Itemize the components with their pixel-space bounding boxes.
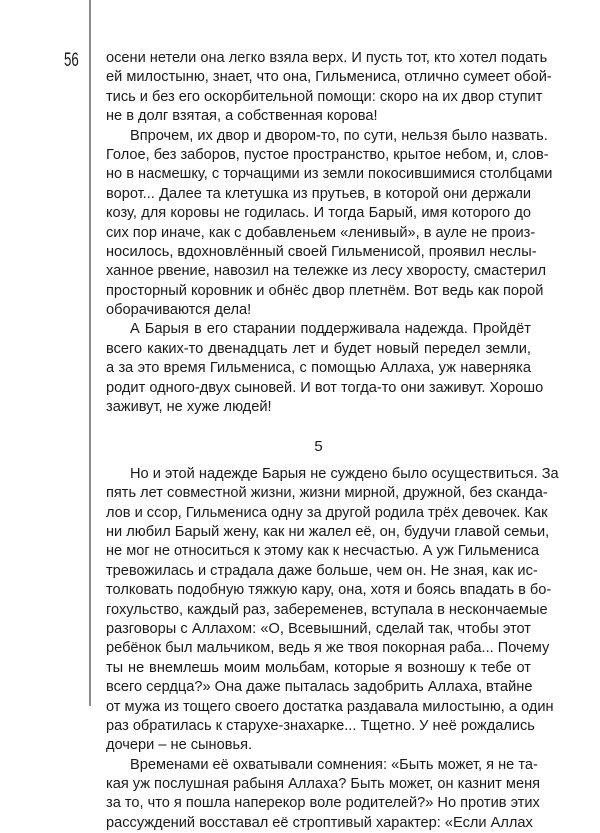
- paragraph: [106, 756, 541, 833]
- text-line: толковать подобную тяжкую кару, она, хотя и боясь впадать в бо-: [106, 582, 552, 599]
- text-line: от мужа из тощего своего достатка раздавала милостыню, а один: [106, 698, 554, 715]
- text-after-section: [106, 465, 559, 833]
- text-line: тись и без его оскорбительной помощи: скоро на их двор ступит: [106, 88, 543, 105]
- text-line: гохульство, каждый раз, забеременев, вступала в нескончаемые: [106, 601, 548, 618]
- text-line: за то, что я пошла наперекор воле родителей?» Но против этих: [106, 795, 540, 812]
- paragraph: [106, 127, 553, 321]
- text-line: дочери – не сыновья.: [106, 737, 253, 754]
- text-line: всего сердца?» Она даже пыталась задобрить Аллаха, втайне: [106, 679, 533, 696]
- text-line: родит одного-двух сыновей. И вот тогда-то они заживут. Хорошо: [106, 379, 544, 396]
- text-line: Но и этой надежде Барыя не суждено было осуществиться. За: [130, 465, 559, 482]
- paragraph: [106, 465, 559, 756]
- text-line: сих пор иначе, как с добавленьем «ленивый», в ауле не произ-: [106, 224, 536, 241]
- text-line: не в долг взятая, а собственная корова!: [106, 108, 378, 125]
- text-line: тревожилась и страдала даже больше, чем он. Не зная, как ис-: [106, 562, 538, 579]
- text-line: Временами её охватывали сомнения: «Быть может, я не та-: [130, 756, 538, 773]
- text-line: Голое, без заборов, пустое пространство, крытое небом, и, слов-: [106, 146, 549, 163]
- section-number: 5: [314, 438, 323, 456]
- text-line: кая уж послушная рабыня Аллаха? Быть может, он казнит меня: [106, 776, 541, 793]
- text-line: осени нетели она легко взяла верх. И пусть тот, кто хотел подать: [106, 50, 548, 66]
- text-line: А Барыя в его старании поддерживала надежда. Пройдёт: [130, 321, 531, 338]
- text-before-section: [106, 49, 553, 417]
- text-line: ханное рвение, навозил на тележке из лесу хворосту, смастерил: [106, 263, 547, 280]
- text-line: заживут, не хуже людей!: [106, 399, 272, 416]
- text-line: ребёнок был мальчиком, ведь я же твоя покорная раба... Почему: [106, 640, 550, 657]
- text-line: не мог не относиться к этому как к несчастью. А уж Гильмениса: [106, 543, 539, 560]
- text-line: но в насмешку, с торчащими из земли покосившимися столбцами: [106, 166, 553, 183]
- text-line: рассуждений восставал её строптивый характер: «Если Аллах: [106, 814, 533, 831]
- text-line: лов и ссор, Гильмениса одну за другой родила трёх девочек. Как: [106, 504, 548, 521]
- page-margin-rule: [89, 0, 91, 706]
- text-line: пять лет совместной жизни, жизни мирной, дружной, без сканда-: [106, 485, 548, 502]
- text-line: просторный коровник и обнёс двор плетнём. Вот ведь как порой: [106, 282, 544, 299]
- page-body: [106, 49, 559, 833]
- text-line: носилось, вдохновлённый своей Гильменисой, проявил неслы-: [106, 243, 537, 260]
- page-number: 56: [64, 50, 79, 71]
- text-line: Впрочем, их двор и двором-то, по сути, нельзя было назвать.: [130, 127, 548, 144]
- text-line: ей милостыню, знает, что она, Гильмениса, отлично сумеет обой-: [106, 69, 552, 86]
- text-line: раз обратилась к старухе-знахарке... Тщетно. У неё рождались: [106, 717, 535, 734]
- text-line: а за это время Гильмениса, с помощью Аллаха, уж наверняка: [106, 360, 531, 377]
- text-line: ты не внемлешь моим мольбам, которые я возношу к тебе от: [106, 659, 531, 676]
- text-line: ни любил Барый жену, как ни жалел её, он, будучи главой семьи,: [106, 523, 550, 540]
- text-line: всего каких-то двенадцать лет и будет новый передел земли,: [106, 340, 531, 357]
- text-line: оборачиваются дела!: [106, 302, 252, 319]
- paragraph: [106, 320, 544, 417]
- text-line: ворот... Далее та клетушка из прутьев, в которой они держали: [106, 185, 531, 202]
- text-line: разговоры с Аллахом: «О, Всевышний, сделай так, чтобы этот: [106, 620, 531, 637]
- paragraph: [106, 49, 552, 127]
- text-line: козу, для коровы не годилась. И тогда Барый, имя которого до: [106, 205, 531, 222]
